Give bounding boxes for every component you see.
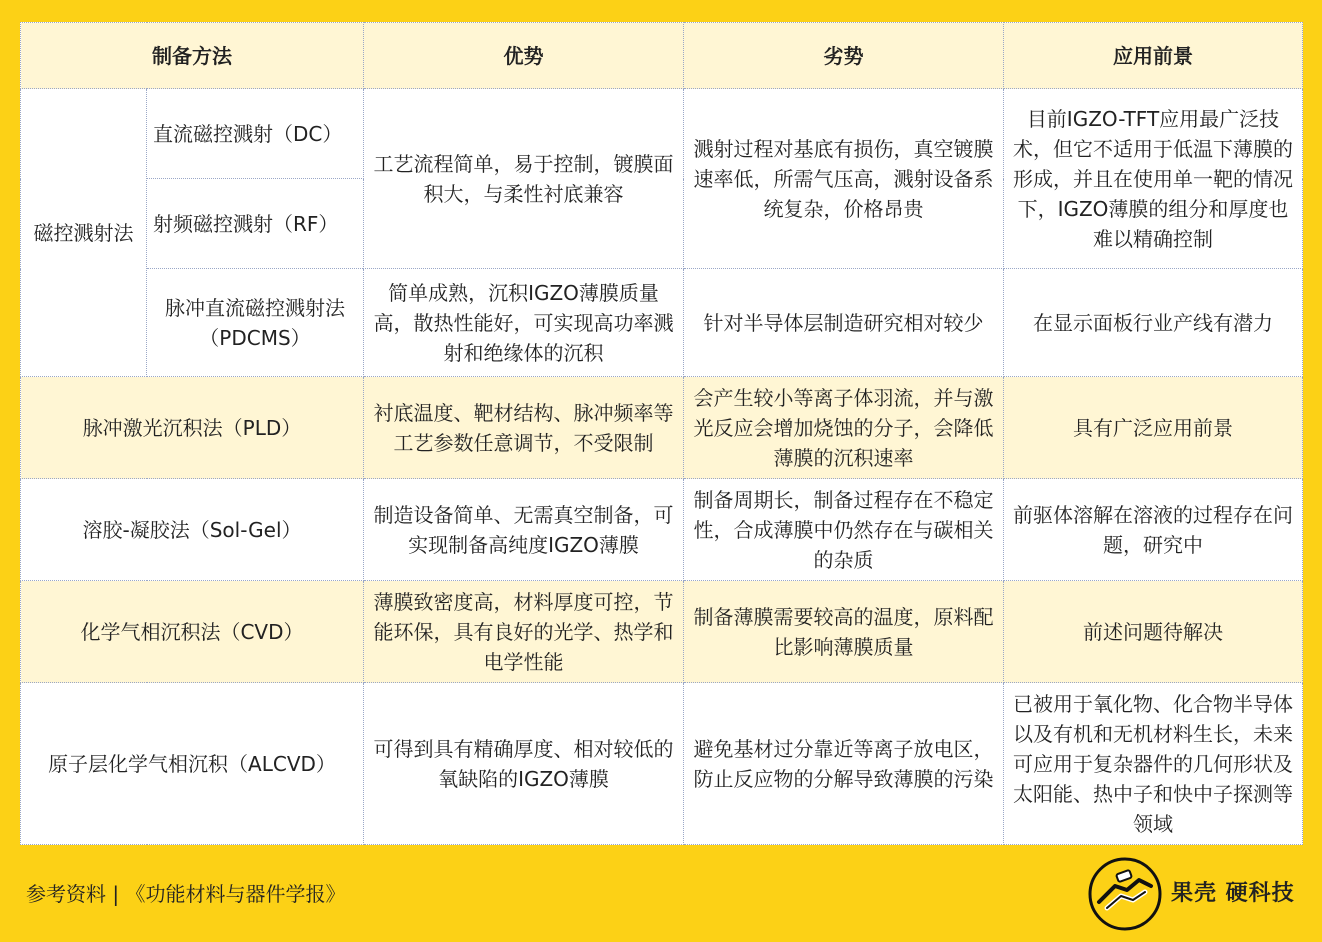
cvd-advantage: 薄膜致密度高，材料厚度可控，节能环保，具有良好的光学、热学和电学性能 [364,581,684,683]
method-alcvd: 原子层化学气相沉积（ALCVD） [21,683,364,845]
dcrf-disadvantage: 溅射过程对基底有损伤，真空镀膜速率低，所需气压高，溅射设备系统复杂，价格昂贵 [684,89,1004,269]
handshake-logo-icon [1087,856,1163,932]
method-pld: 脉冲激光沉积法（PLD） [21,377,364,479]
table-row [21,479,1303,581]
magnetron-group-label: 磁控溅射法 [21,89,147,377]
alcvd-disadvantage: 避免基材过分靠近等离子放电区，防止反应物的分解导致薄膜的污染 [684,683,1004,845]
pdcms-prospect: 在显示面板行业产线有潜力 [1004,269,1303,377]
table-row [21,581,1303,683]
method-rf: 射频磁控溅射（RF） [147,179,364,269]
dcrf-prospect: 目前IGZO-TFT应用最广泛技术，但它不适用于低温下薄膜的形成，并且在使用单一靶的情况下，IGZO薄膜的组分和厚度也难以精确控制 [1004,89,1303,269]
pld-disadvantage: 会产生较小等离子体羽流，并与激光反应会增加烧蚀的分子，会降低薄膜的沉积速率 [684,377,1004,479]
method-solgel: 溶胶-凝胶法（Sol-Gel） [21,479,364,581]
pdcms-advantage: 简单成熟，沉积IGZO薄膜质量高，散热性能好，可实现高功率溅射和绝缘体的沉积 [364,269,684,377]
header-method: 制备方法 [21,23,364,89]
method-pdcms: 脉冲直流磁控溅射法（PDCMS） [147,269,364,377]
table-row [21,683,1303,845]
header-prospect: 应用前景 [1004,23,1303,89]
brand-name: 果壳 硬科技 [1171,881,1295,906]
pld-prospect: 具有广泛应用前景 [1004,377,1303,479]
igzo-preparation-methods-table [20,22,1303,845]
table-row [21,269,1303,377]
reference-footer: 参考资料 | 《功能材料与器件学报》 [26,882,346,906]
comparison-table-frame [20,22,1302,844]
cvd-disadvantage: 制备薄膜需要较高的温度，原料配比影响薄膜质量 [684,581,1004,683]
solgel-disadvantage: 制备周期长，制备过程存在不稳定性，合成薄膜中仍然存在与碳相关的杂质 [684,479,1004,581]
method-cvd: 化学气相沉积法（CVD） [21,581,364,683]
table-row [21,89,1303,179]
dcrf-advantage: 工艺流程简单，易于控制，镀膜面积大，与柔性衬底兼容 [364,89,684,269]
header-disadvantage: 劣势 [684,23,1004,89]
header-advantage: 优势 [364,23,684,89]
pld-advantage: 衬底温度、靶材结构、脉冲频率等工艺参数任意调节，不受限制 [364,377,684,479]
alcvd-advantage: 可得到具有精确厚度、相对较低的氧缺陷的IGZO薄膜 [364,683,684,845]
table-header-row [21,23,1303,89]
solgel-advantage: 制造设备简单、无需真空制备，可实现制备高纯度IGZO薄膜 [364,479,684,581]
pdcms-disadvantage: 针对半导体层制造研究相对较少 [684,269,1004,377]
table-row [21,377,1303,479]
alcvd-prospect: 已被用于氧化物、化合物半导体以及有机和无机材料生长，未来可应用于复杂器件的几何形状及太阳能、热中子和快中子探测等领域 [1004,683,1303,845]
method-dc: 直流磁控溅射（DC） [147,89,364,179]
solgel-prospect: 前驱体溶解在溶液的过程存在问题，研究中 [1004,479,1303,581]
cvd-prospect: 前述问题待解决 [1004,581,1303,683]
